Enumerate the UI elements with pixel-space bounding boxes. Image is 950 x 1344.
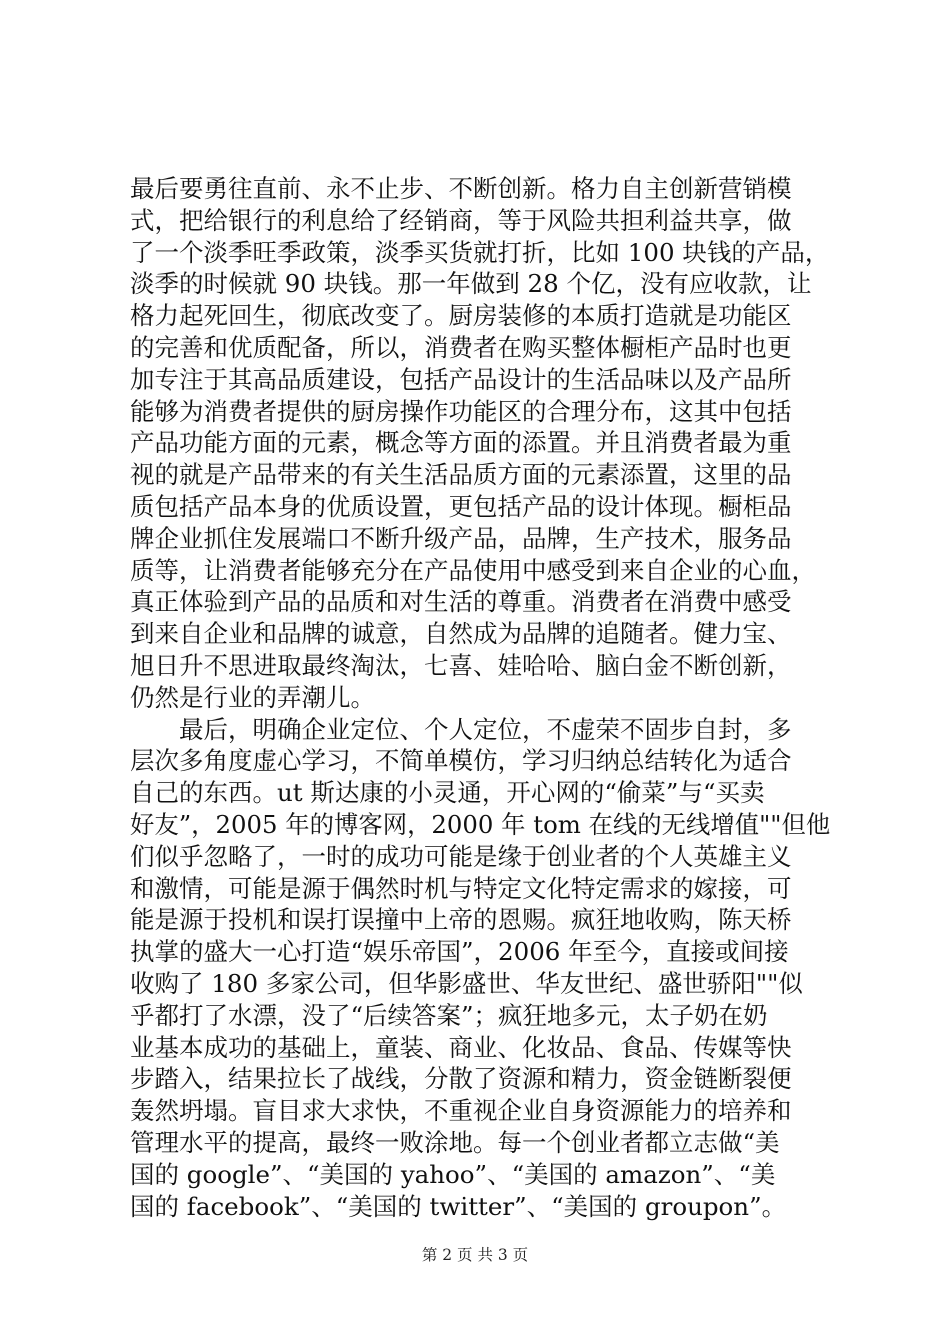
text-line: 步踏入，结果拉长了战线，分散了资源和精力，资金链断裂便 <box>130 1064 792 1094</box>
text-line: 国的 google”、“美国的 yahoo”、“美国的 amazon”、“美 <box>130 1159 776 1189</box>
text-line: 旭日升不思进取最终淘汰，七喜、娃哈哈、脑白金不断创新， <box>130 650 792 680</box>
text-line: 能够为消费者提供的厨房操作功能区的合理分布，这其中包括 <box>130 396 792 426</box>
text-line: 能是源于投机和误打误撞中上帝的恩赐。疯狂地收购，陈天桥 <box>130 905 792 935</box>
text-line: 自己的东西。ut 斯达康的小灵通，开心网的“偷菜”与“买卖 <box>130 778 765 808</box>
text-line: 加专注于其高品质建设，包括产品设计的生活品味以及产品所 <box>130 364 792 394</box>
text-line: 最后，明确企业定位、个人定位，不虚荣不固步自封，多 <box>130 714 792 744</box>
text-line: 和激情，可能是源于偶然时机与特定文化特定需求的嫁接，可 <box>130 873 792 903</box>
text-line: 业基本成功的基础上，童装、商业、化妆品、食品、传媒等快 <box>130 1032 792 1062</box>
text-line: 产品功能方面的元素，概念等方面的添置。并且消费者最为重 <box>130 428 792 458</box>
text-line: 层次多角度虚心学习，不简单模仿，学习归纳总结转化为适合 <box>130 746 792 776</box>
text-line: 牌企业抓住发展端口不断升级产品，品牌，生产技术，服务品 <box>130 523 792 553</box>
text-line: 淡季的时候就 90 块钱。那一年做到 28 个亿，没有应收款，让 <box>130 269 812 299</box>
body-text <box>130 173 830 1222</box>
text-line: 轰然坍塌。盲目求大求快，不重视企业自身资源能力的培养和 <box>130 1096 792 1126</box>
text-line: 真正体验到产品的品质和对生活的尊重。消费者在消费中感受 <box>130 587 792 617</box>
text-line: 质包括产品本身的优质设置，更包括产品的设计体现。橱柜品 <box>130 491 792 521</box>
text-line: 仍然是行业的弄潮儿。 <box>130 682 375 712</box>
text-line: 管理水平的提高，最终一败涂地。每一个创业者都立志做“美 <box>130 1127 780 1157</box>
text-line: 质等，让消费者能够充分在产品使用中感受到来自企业的心血， <box>130 555 816 585</box>
text-line: 国的 facebook”、“美国的 twitter”、“美国的 groupon”。 <box>130 1191 787 1221</box>
text-line: 好友”，2005 年的博客网，2000 年 tom 在线的无线增值""但他 <box>130 809 831 839</box>
text-line: 视的就是产品带来的有关生活品质方面的元素添置，这里的品 <box>130 460 792 490</box>
text-line: 的完善和优质配备，所以，消费者在购买整体橱柜产品时也更 <box>130 332 792 362</box>
text-line: 式，把给银行的利息给了经销商，等于风险共担利益共享，做 <box>130 205 792 235</box>
page-footer: 第 2 页 共 3 页 <box>421 1246 529 1264</box>
text-line: 格力起死回生，彻底改变了。厨房装修的本质打造就是功能区 <box>130 301 792 331</box>
text-line: 们似乎忽略了，一时的成功可能是缘于创业者的个人英雄主义 <box>130 841 792 871</box>
text-line: 乎都打了水漂，没了“后续答案”；疯狂地多元，太子奶在奶 <box>130 1000 768 1030</box>
text-line: 到来自企业和品牌的诚意，自然成为品牌的追随者。健力宝、 <box>130 619 792 649</box>
text-line: 收购了 180 多家公司，但华影盛世、华友世纪、盛世骄阳""似 <box>130 968 803 998</box>
text-line: 最后要勇往直前、永不止步、不断创新。格力自主创新营销模 <box>130 174 792 203</box>
text-line: 执掌的盛大一心打造“娱乐帝国”，2006 年至今，直接或间接 <box>130 937 789 967</box>
text-line: 了一个淡季旺季政策，淡季买货就打折，比如 100 块钱的产品， <box>130 237 830 267</box>
